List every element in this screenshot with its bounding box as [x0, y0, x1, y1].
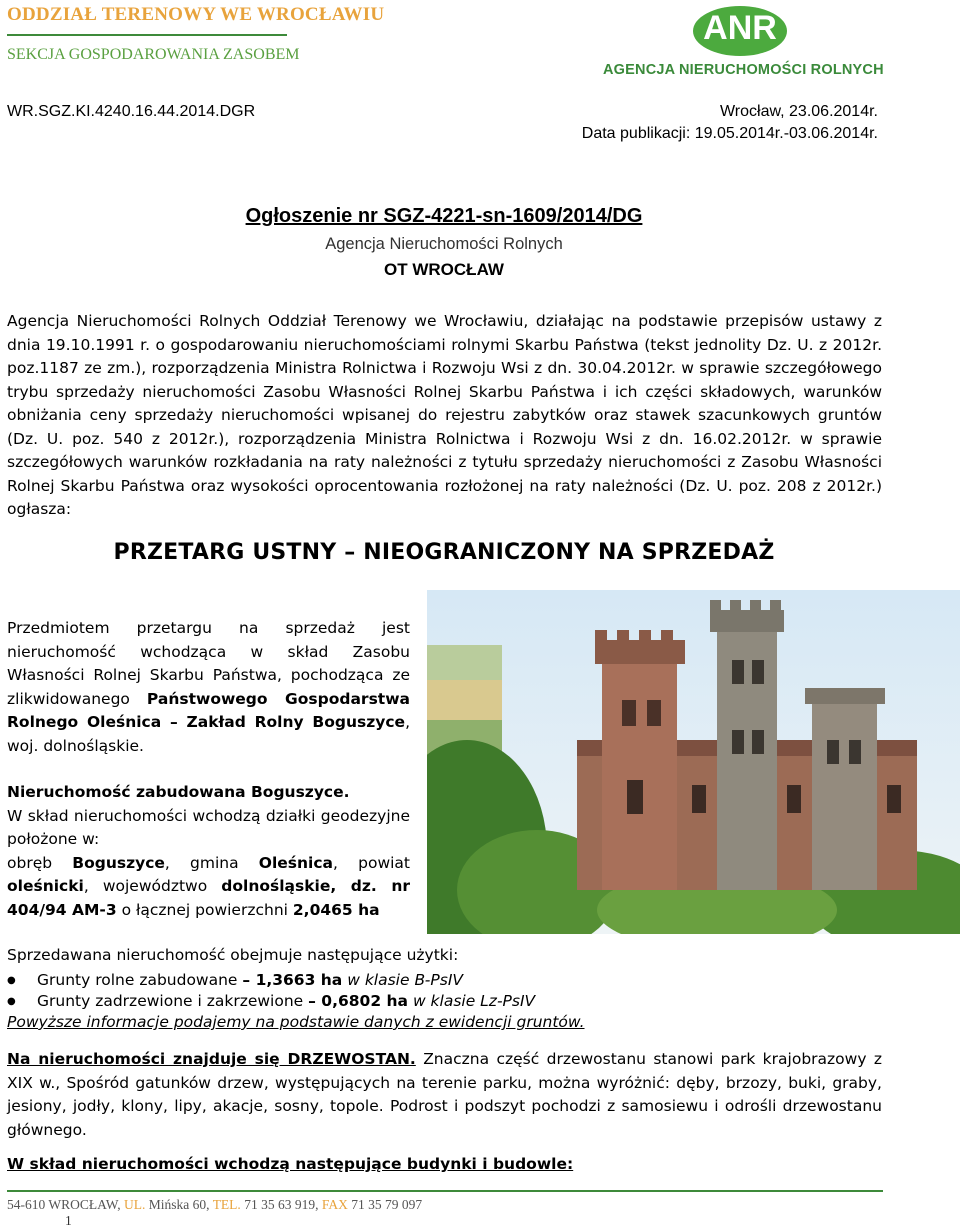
- announcement-title: Ogłoszenie nr SGZ-4221-sn-1609/2014/DG: [245, 205, 643, 227]
- anr-logo-subtitle: AGENCJA NIERUCHOMOŚCI ROLNYCH: [603, 62, 884, 78]
- registry-note: Powyższe informacje podajemy na podstawie danych z ewidencji gruntów.: [7, 1013, 585, 1031]
- usage-label: Sprzedawana nieruchomość obejmuje następujące użytki:: [7, 946, 459, 964]
- publication-date: Data publikacji: 19.05.2014r.-03.06.2014r.: [581, 125, 878, 142]
- subject-text-end: , woj. dolnośląskie.: [7, 713, 410, 755]
- anr-logo-text: ANR: [703, 9, 777, 47]
- intro-paragraph: Agencja Nieruchomości Rolnych Oddział Terenowy we Wrocławiu, działając na podstawie przepisów ustawy z dnia 19.10.1991 r. o gospodarowaniu nieruchomościami rolnymi Skarbu Państwa (tekst jednolity Dz. U. z 2012r. poz.1187 ze zm.), rozporządzenia Ministra Rolnictwa i Rozwoju Wsi z dn. 30.04.2012r. w sprawie szczegółowego trybu sprzedaży nieruchomości Zasobu Własności Rolnej Skarbu Państwa i ich części składowych, warunków obniżania ceny sprzedaży nieruchomości wpisanej do rejestru zabytków oraz stawek szacunkowych gruntów (Dz. U. poz. 540 z 2012r.), rozporządzenia Ministra Rolnictwa i Rozwoju Wsi z dn. 16.02.2012r. w sprawie szczegółowych warunków rozkładania na raty należności z tytułu sprzedaży nieruchomości z Zasobu Własności Rolnej Skarbu Państwa oraz wysokości oprocentowania rozłożonej na raty należności (Dz. U. poz. 208 z 2012r.) ogłasza:: [7, 312, 882, 518]
- trees-paragraph: [7, 1048, 882, 1142]
- footer-tel-label: TEL.: [212, 1197, 241, 1212]
- usage-list: [7, 970, 877, 1033]
- area-label: o łącznej powierzchni: [121, 900, 288, 919]
- org-name: ODDZIAŁ TERENOWY WE WROCŁAWIU: [7, 4, 385, 25]
- branch-name: OT WROCŁAW: [384, 260, 504, 279]
- usage-item-text: Grunty rolne zabudowane: [37, 971, 238, 989]
- footer-city: 54-610 WROCŁAW,: [7, 1197, 121, 1212]
- buildings-heading: [7, 1155, 573, 1173]
- document-date: Wrocław, 23.06.2014r.: [719, 103, 878, 120]
- footer-divider: [7, 1190, 883, 1192]
- trees-heading: Na nieruchomości znajduje się DRZEWOSTAN.: [7, 1050, 416, 1068]
- area-value: 2,0465 ha: [292, 900, 380, 919]
- page-number: 1: [65, 1213, 72, 1228]
- usage-item: [7, 970, 877, 991]
- footer-fax: 71 35 79 097: [351, 1197, 423, 1212]
- obreb-value: Boguszyce: [72, 853, 165, 872]
- woj-value: dolnośląskie, dz. nr 404/94 AM-3: [7, 877, 410, 919]
- powiat-value: oleśnicki: [7, 877, 84, 895]
- usage-item-class: w klasie Lz-PsIV: [412, 992, 536, 1010]
- usage-item-value: – 0,6802 ha: [308, 992, 408, 1010]
- buildings-colon: :: [566, 1155, 574, 1173]
- parcels-text: W skład nieruchomości wchodzą działki geodezyjne położone w:: [7, 806, 410, 848]
- obreb-label: obręb: [7, 853, 53, 872]
- trees-text: Znaczna część drzewostanu stanowi park krajobrazowy z XIX w., Spośród gatunków drzew, występujących na terenie parku, można wyróżnić: dęby, brzozy, buki, graby, jesiony, jodły, klony, lipy, akacje, sosny, topole. Podrost i podszyt pochodzi z samosiewu i odrośli drzewostanu głównego.: [7, 1050, 882, 1139]
- tender-heading: PRZETARG USTNY – NIEOGRANICZONY NA SPRZEDAŻ: [113, 540, 775, 565]
- subject-text: Przedmiotem przetargu na sprzedaż jest nieruchomość wchodząca w skład Zasobu Własności Rolnej Skarbu Państwa, pochodząca ze zlikwidowanego: [7, 619, 410, 708]
- footer-ul-label: UL.: [124, 1197, 146, 1212]
- header-divider: [7, 34, 287, 36]
- footer-tel: 71 35 63 919,: [244, 1197, 319, 1212]
- usage-item-class: w klasie B-PsIV: [347, 971, 463, 989]
- subject-section: [7, 617, 410, 922]
- footer-street: Mińska 60,: [148, 1197, 210, 1212]
- gmina-value: Oleśnica: [258, 853, 334, 872]
- usage-item: [7, 991, 877, 1012]
- woj-label: , województwo: [83, 877, 208, 895]
- powiat-label: , powiat: [333, 853, 410, 872]
- buildings-heading-text: W skład nieruchomości wchodzą następujące budynki i budowle: [7, 1155, 567, 1173]
- footer-fax-label: FAX: [321, 1197, 348, 1212]
- usage-item-text: Grunty zadrzewione i zakrzewione: [37, 992, 304, 1010]
- usage-item-value: – 1,3663 ha: [242, 971, 343, 989]
- footer-address: [7, 1197, 422, 1213]
- built-property-heading: Nieruchomość zabudowana Boguszyce.: [7, 783, 350, 801]
- agency-name: Agencja Nieruchomości Rolnych: [325, 235, 563, 253]
- farm-name: Państwowego Gospodarstwa Rolnego Oleśnica – Zakład Rolny Boguszyce: [7, 689, 410, 731]
- gmina-label: , gmina: [164, 853, 239, 872]
- castle-photo: [427, 590, 960, 934]
- section-name: SEKCJA GOSPODAROWANIA ZASOBEM: [7, 46, 300, 63]
- reference-number: WR.SGZ.KI.4240.16.44.2014.DGR: [7, 103, 256, 120]
